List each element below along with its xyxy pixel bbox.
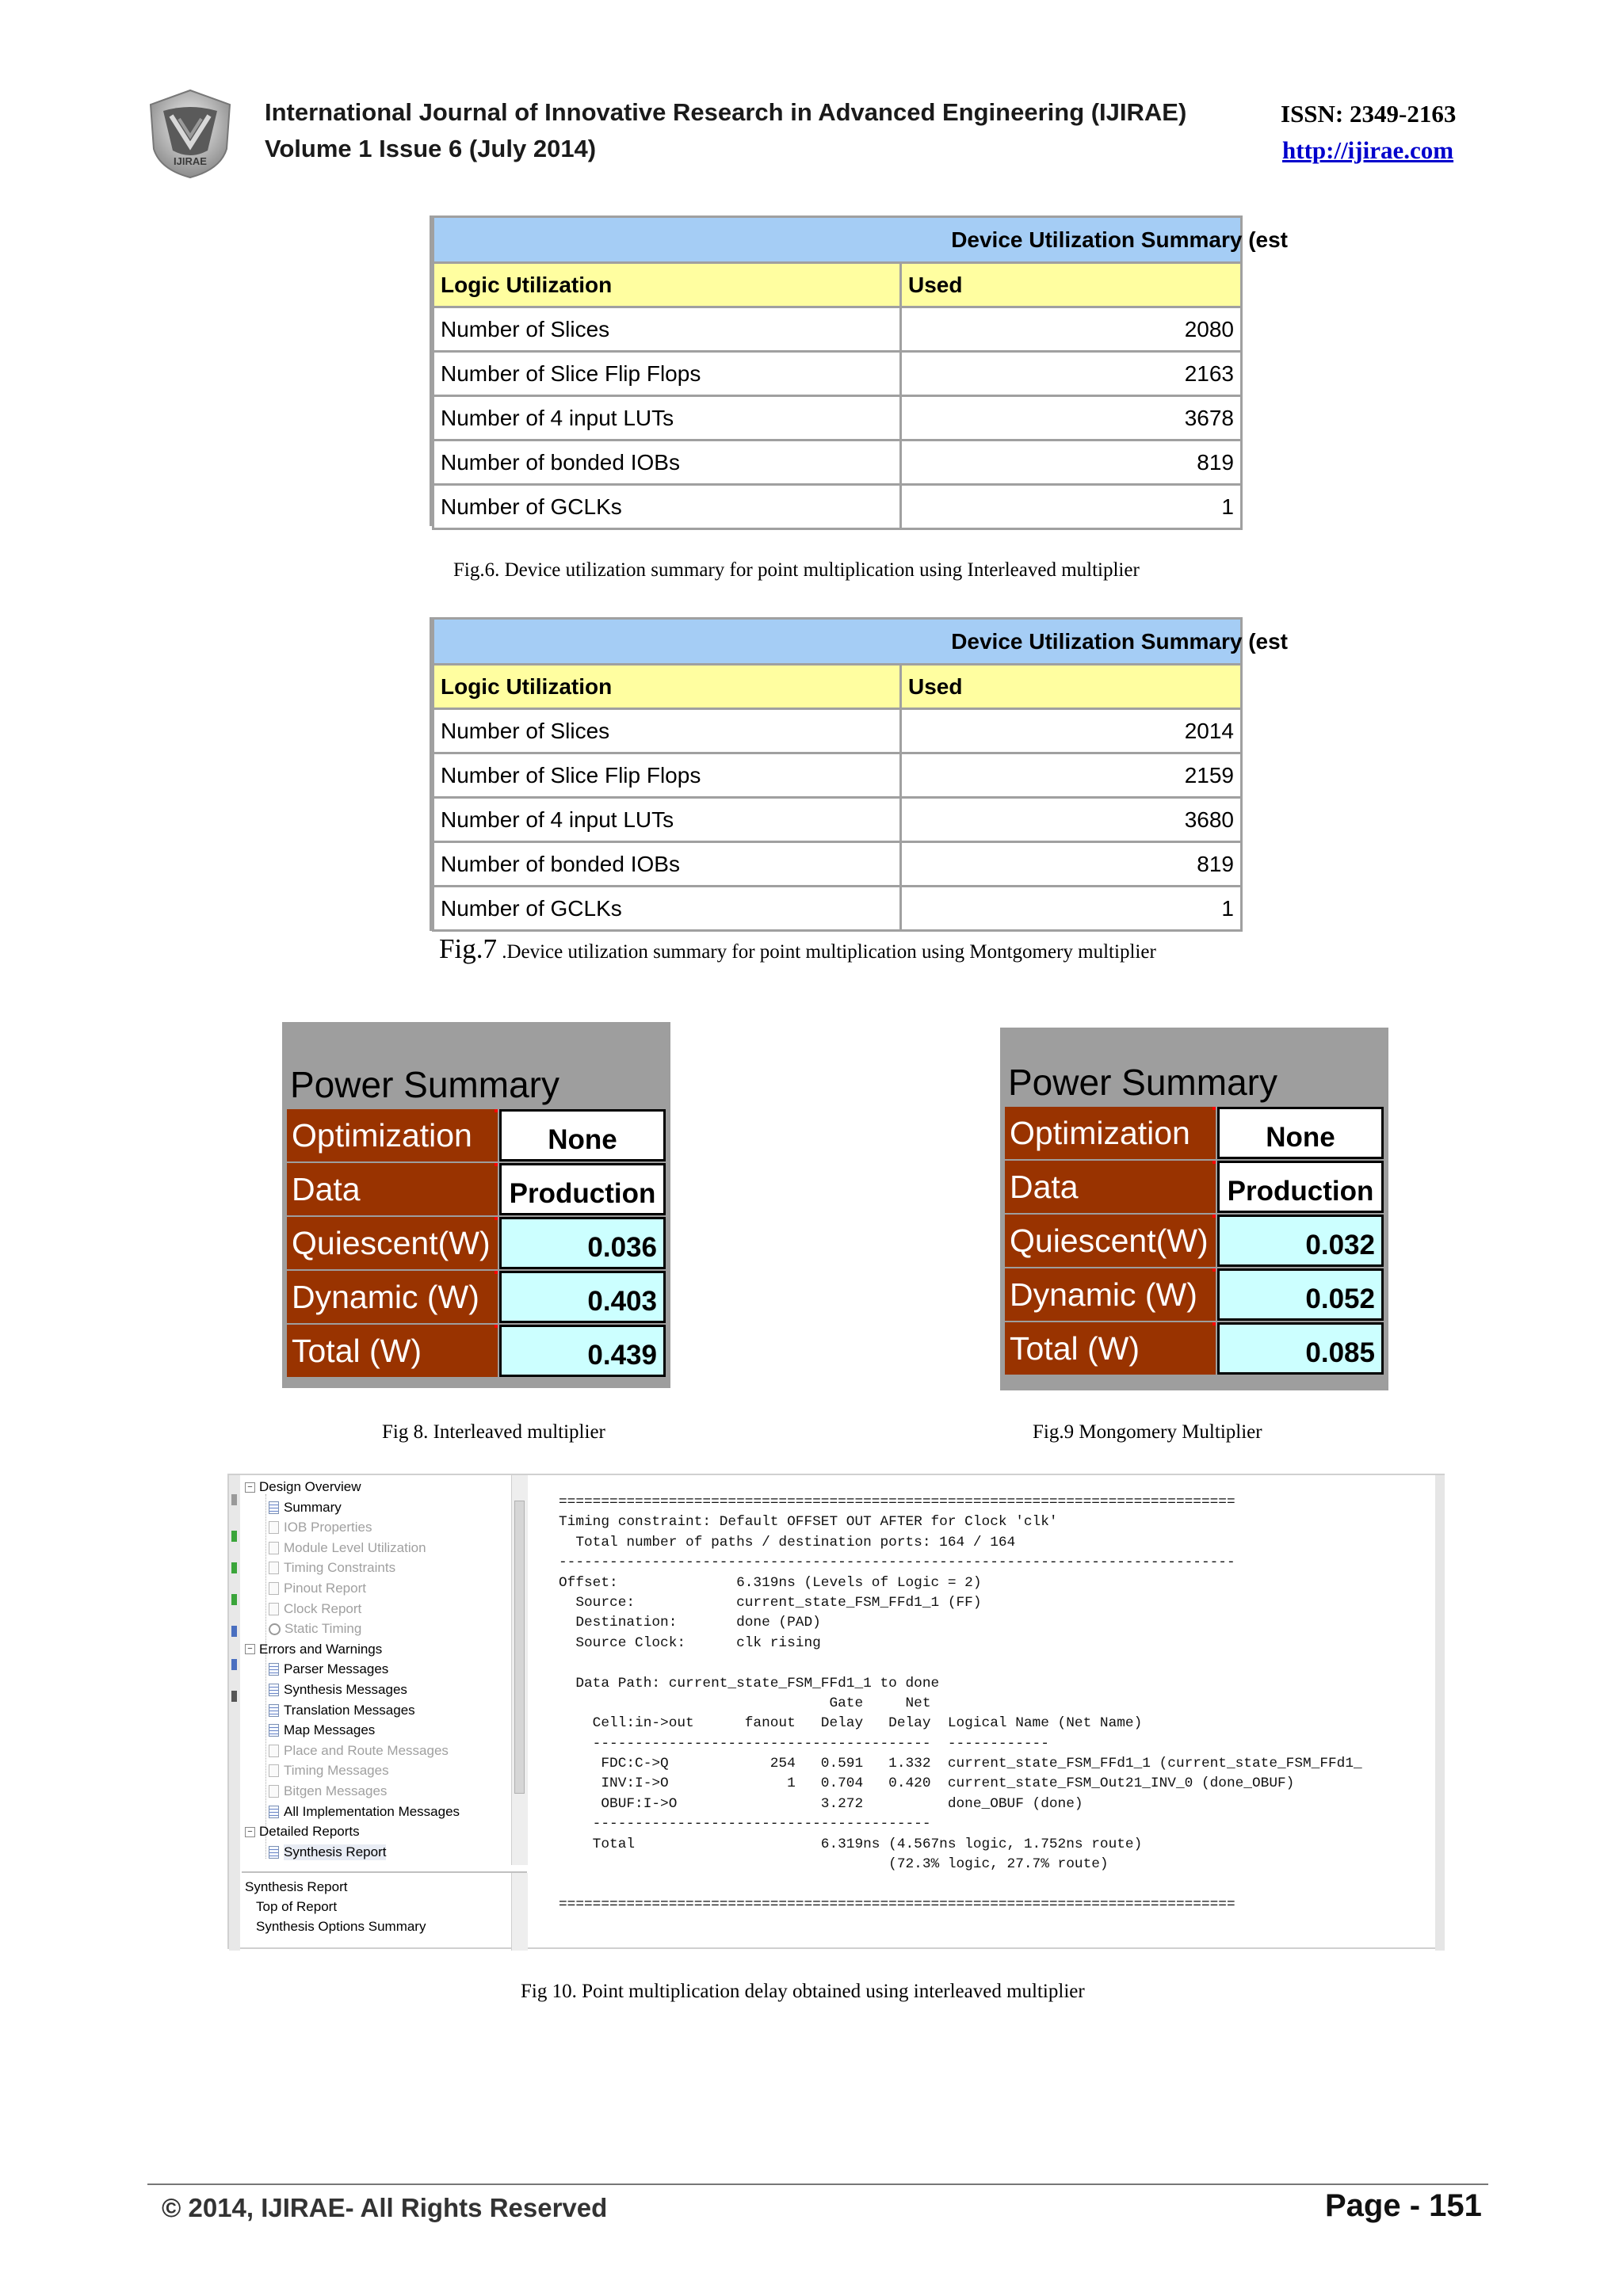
report-line: (72.3% logic, 27.7% route) [559,1856,1109,1873]
copyright-notice: © 2014, IJIRAE- All Rights Reserved [162,2193,608,2222]
report-line: Source Clock: clk rising [559,1634,821,1651]
report-line: Cell:in->out fanout Delay Delay Logical Name (Net Name) [559,1715,1143,1732]
power-row [287,1217,666,1269]
tree-item[interactable] [245,1478,361,1497]
table-row [433,798,1242,842]
power-row [1005,1215,1384,1267]
power-value: 0.085 [1217,1322,1384,1375]
power-value: None [1217,1107,1384,1159]
row-value: 819 [901,441,1242,485]
tree-item-label: Module Level Utilization [284,1539,426,1555]
column-header-logic: Logic Utilization [433,665,901,709]
power-value: Production [499,1163,666,1215]
fig7-device-utilization-table [430,617,1288,931]
power-row [287,1271,666,1323]
outline-item-top-of-report[interactable]: Top of Report [256,1899,338,1914]
strip-icon [231,1691,237,1702]
tree-item-label: Place and Route Messages [284,1742,449,1758]
row-value: 2080 [901,307,1242,352]
report-line: ---------------------------------------- [559,1816,931,1833]
strip-icon [231,1562,237,1573]
tree-item[interactable] [269,1802,460,1821]
collapse-icon: − [245,1644,255,1654]
document-icon [269,1704,279,1717]
row-label: Number of bonded IOBs [433,441,901,485]
column-header-logic: Logic Utilization [433,263,901,307]
report-line: Destination: done (PAD) [559,1615,821,1631]
fig7-caption-label: Fig.7 [439,933,497,964]
journal-title: International Journal of Innovative Research in Advanced Engineering (IJIRAE) [265,98,1187,126]
strip-icon [231,1531,237,1542]
outline-scrollbar[interactable] [511,1873,528,1951]
outline-item-synthesis-report[interactable]: Synthesis Report [245,1879,348,1894]
report-line: Source: current_state_FSM_FFd1_1 (FF) [559,1594,982,1611]
report-line: Total number of paths / destination ports: 164 / 164 [559,1534,1016,1550]
fig10-timing-report-screenshot [227,1474,1445,1949]
table-row [433,485,1242,529]
document-icon [269,1846,279,1859]
document-icon [269,1684,279,1696]
tree-item[interactable] [269,1843,386,1862]
report-outline-panel [242,1871,527,1952]
power-value: 0.439 [499,1325,666,1377]
scroll-thumb[interactable] [514,1501,525,1794]
column-header-used: Used [901,665,1242,709]
row-label: Number of Slices [433,307,901,352]
table-row [433,709,1242,753]
table-row [433,887,1242,931]
tree-item-label: Synthesis Report [284,1844,387,1859]
report-line: Total 6.319ns (4.567ns logic, 1.752ns route) [559,1836,1143,1852]
timing-report-text [559,1493,1438,1936]
tree-item[interactable] [269,1660,388,1679]
tree-item[interactable] [269,1721,375,1740]
tree-item[interactable] [269,1782,387,1801]
row-label: Number of GCLKs [433,887,901,931]
tree-item-label: Bitgen Messages [284,1783,388,1798]
power-label: Total (W) [287,1325,498,1377]
report-line [559,1653,1438,1673]
tree-item-label: Map Messages [284,1722,376,1738]
document-icon [269,1663,279,1676]
strip-icon [231,1659,237,1670]
row-label: Number of Slice Flip Flops [433,352,901,396]
tree-item-label: Translation Messages [284,1702,415,1718]
tree-item[interactable] [269,1680,407,1699]
tree-item[interactable] [269,1579,366,1598]
row-value: 1 [901,887,1242,931]
row-value: 3678 [901,396,1242,441]
tree-item-label: Parser Messages [284,1661,389,1677]
row-label: Number of 4 input LUTs [433,798,901,842]
tree-item-label: Static Timing [285,1621,362,1637]
report-line: ================================================================================ [559,1494,1235,1510]
tree-item-label: Pinout Report [284,1581,366,1596]
power-label: Total (W) [1005,1322,1216,1375]
tree-item[interactable] [269,1701,415,1720]
report-line: Timing constraint: Default OFFSET OUT AFTER for Clock 'clk' [559,1514,1058,1531]
tree-item[interactable] [269,1539,426,1558]
fig9-caption: Fig.9 Mongomery Multiplier [1033,1421,1262,1443]
tree-item-label: Clock Report [284,1600,362,1616]
fig7-caption-text: .Device utilization summary for point multiplication using Montgomery multiplier [496,941,1156,963]
document-icon [269,1785,279,1798]
tree-item[interactable] [269,1498,342,1517]
tree-item[interactable] [245,1822,360,1841]
tree-scrollbar[interactable] [511,1475,528,1865]
strip-icon [231,1626,237,1637]
row-label: Number of bonded IOBs [433,842,901,887]
power-row [287,1109,666,1161]
document-icon [269,1521,279,1534]
side-toolbar-strip [229,1475,240,1951]
tree-item-label: Timing Messages [284,1763,389,1779]
power-label: Data [1005,1161,1216,1213]
power-row [1005,1268,1384,1321]
tree-item[interactable] [269,1761,389,1780]
power-value: 0.052 [1217,1268,1384,1321]
power-label: Quiescent(W) [287,1217,498,1269]
row-label: Number of 4 input LUTs [433,396,901,441]
tree-item[interactable] [269,1600,361,1619]
power-label: Optimization [287,1109,498,1161]
power-row [1005,1322,1384,1375]
tree-item[interactable] [269,1741,449,1760]
document-icon [269,1582,279,1595]
document-icon [269,1745,279,1757]
document-icon [269,1603,279,1615]
tree-item[interactable] [269,1518,372,1537]
journal-volume: Volume 1 Issue 6 (July 2014) [265,135,597,162]
power-label: Optimization [1005,1107,1216,1159]
fig7-caption [439,933,1156,965]
power-value: None [499,1109,666,1161]
report-line: -------------------------------------------------------------------------------- [559,1554,1235,1571]
power-summary-title: Power Summary [290,1064,559,1105]
report-line: Data Path: current_state_FSM_FFd1_1 to done [559,1675,940,1691]
tree-item[interactable] [245,1640,382,1659]
row-value: 819 [901,842,1242,887]
row-value: 1 [901,485,1242,529]
power-summary-title: Power Summary [1008,1062,1277,1103]
row-value: 2163 [901,352,1242,396]
power-value: 0.036 [499,1217,666,1269]
column-header-used: Used [901,263,1242,307]
fig8-caption: Fig 8. Interleaved multiplier [382,1421,605,1443]
clock-icon [269,1623,281,1635]
report-scrollbar[interactable] [1435,1475,1445,1951]
document-icon [269,1806,279,1818]
logo-text: IJIRAE [174,155,207,167]
footer-divider [147,2183,1488,2185]
tree-item-label: All Implementation Messages [284,1803,460,1819]
report-line: Gate Net [559,1695,931,1711]
row-label: Number of Slices [433,709,901,753]
tree-item-label: Synthesis Messages [284,1682,407,1697]
tree-item-label: Timing Constraints [284,1560,396,1576]
collapse-icon: − [245,1482,255,1493]
power-value: 0.403 [499,1271,666,1323]
report-line: ================================================================================ [559,1896,1235,1913]
document-icon [269,1562,279,1574]
tree-item-label: Errors and Warnings [259,1641,383,1657]
table-row [433,753,1242,798]
table-row [433,307,1242,352]
power-label: Dynamic (W) [1005,1268,1216,1321]
tree-item-label: Detailed Reports [259,1824,360,1840]
document-icon [269,1764,279,1777]
report-line: INV:I->O 1 0.704 0.420 current_state_FSM_Out21_INV_0 (done_OBUF) [559,1775,1295,1792]
report-line: OBUF:I->O 3.272 done_OBUF (done) [559,1795,1083,1812]
table-row [433,842,1242,887]
document-icon [269,1542,279,1554]
power-label: Data [287,1163,498,1215]
outline-item-synthesis-options[interactable]: Synthesis Options Summary [256,1919,426,1934]
fig10-caption: Fig 10. Point multiplication delay obtained using interleaved multiplier [521,1981,1085,2002]
document-icon [269,1724,279,1737]
report-line [559,1875,1438,1894]
tree-item-label: Summary [284,1499,342,1515]
row-label: Number of GCLKs [433,485,901,529]
report-line: Offset: 6.319ns (Levels of Logic = 2) [559,1574,982,1591]
document-icon [269,1501,279,1514]
power-label: Dynamic (W) [287,1271,498,1323]
tree-item[interactable] [269,1558,395,1577]
row-label: Number of Slice Flip Flops [433,753,901,798]
strip-icon [231,1494,237,1505]
issn: ISSN: 2349-2163 [1281,100,1457,128]
power-value: 0.032 [1217,1215,1384,1267]
tree-item[interactable] [269,1619,361,1638]
table-row [433,441,1242,485]
power-row [1005,1107,1384,1159]
design-summary-tree [242,1475,519,1865]
power-row [1005,1161,1384,1213]
report-line: FDC:C->Q 254 0.591 1.332 current_state_FSM_FFd1_1 (current_state_FSM_FFd1_ [559,1756,1362,1772]
table-row [433,396,1242,441]
journal-logo [144,87,236,179]
fig8-power-summary [282,1022,670,1388]
tree-connector [265,1494,267,1859]
fig6-device-utilization-table [430,215,1288,526]
power-row [287,1325,666,1377]
fig9-power-summary [1000,1028,1388,1390]
row-value: 2159 [901,753,1242,798]
power-row [287,1163,666,1215]
row-value: 3680 [901,798,1242,842]
power-label: Quiescent(W) [1005,1215,1216,1267]
report-line: ---------------------------------------- ------------ [559,1735,1049,1752]
fig6-caption: Fig.6. Device utilization summary for point multiplication using Interleaved multiplier [453,559,1140,581]
table-band-title: Device Utilization Summary (est [433,619,1242,665]
tree-item-label: Design Overview [259,1479,361,1494]
power-value: Production [1217,1161,1384,1213]
strip-icon [231,1594,237,1605]
table-band-title: Device Utilization Summary (est [433,217,1242,263]
collapse-icon: − [245,1827,255,1837]
tree-item-label: IOB Properties [284,1520,372,1535]
page-number: Page - 151 [1325,2188,1482,2223]
table-row [433,352,1242,396]
journal-link[interactable]: http://ijirae.com [1282,136,1454,164]
row-value: 2014 [901,709,1242,753]
